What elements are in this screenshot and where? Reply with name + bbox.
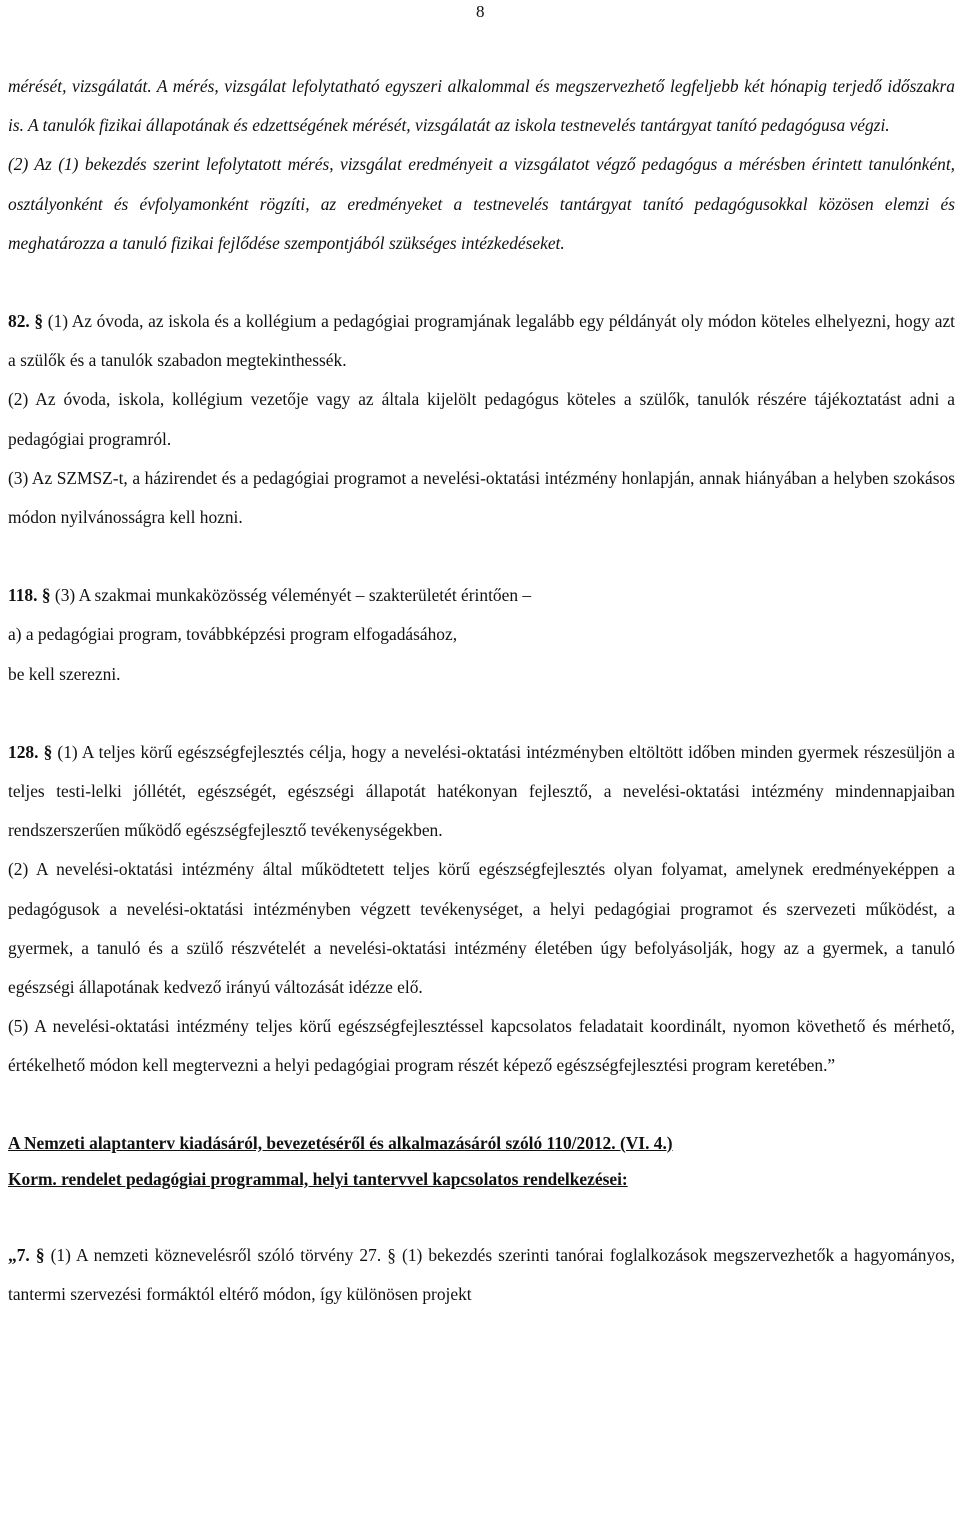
spacer [8,537,955,576]
spacer [8,1197,955,1236]
heading-line-1: A Nemzeti alaptanterv kiadásáról, bevezetéséről és alkalmazásáról szóló 110/2012. (VI. 4.) [8,1132,673,1153]
section-82-paragraph-3: (3) Az SZMSZ-t, a házirendet és a pedagógiai programot a nevelési-oktatási intézmény honlapján, annak hiányában a helyben szokásos módon nyilvánosságra kell hozni. [8,467,955,528]
paragraph-text: (1) Az óvoda, az iskola és a kollégium a pedagógiai programjának legalább egy példányát oly módon köteles elhelyezni, hogy azt a szülők és a tanulók szabadon megtekinthessék. [8,311,955,371]
section-128-paragraph-5: (5) A nevelési-oktatási intézmény teljes körű egészségfejlesztéssel kapcsolatos feladatait koordinált, nyomon követhető és mérhető, értékelhető módon kell megtervezni a helyi pedagógiai program részét képező egészségfejlesztési program keretében.” [8,1016,955,1076]
page-number: 8 [476,2,485,21]
section-118-paragraph-1 [8,576,955,615]
section-number: „7. [8,1244,30,1265]
section-82-paragraph-1 [8,302,955,380]
section-sign: § [34,311,44,332]
paragraph-text: (3) A szakmai munkaközösség véleményét – szakterületét érintően – [54,585,532,606]
section-128-paragraph-1 [8,733,955,851]
section-sign: § [41,585,51,606]
document-body [8,67,955,1314]
section-number: 118. [8,585,38,606]
spacer [8,263,955,302]
section-sign: § [43,741,53,762]
section-118-closing: be kell szerezni. [8,663,121,684]
heading-line-2: Korm. rendelet pedagógiai programmal, helyi tantervvel kapcsolatos rendelkezései: [8,1168,628,1189]
section-heading [8,1125,955,1197]
paragraph-measurement-results: (2) Az (1) bekezdés szerint lefolytatott mérés, vizsgálat eredményeit a vizsgálatot végző pedagógus a mérésben érintett tanulónként, osztályonként és évfolyamonként rögzíti, az eredményeket a testnevelés tantárgyat tanító pedagógusokkal közösen elemzi és meghatározza a tanuló fizikai fejlődése szempontjából szükséges intézkedéseket. [8,154,955,253]
section-number: 128. [8,741,39,762]
paragraph-text: (1) bekezdés szerinti tanórai foglalkozások megszervezhetők a hagyományos, tantermi szervezési formáktól eltérő módon, így különösen projekt [8,1244,955,1304]
section-118-point-a: a) a pedagógiai program, továbbképzési program elfogadásához, [8,624,458,645]
section-82-paragraph-2: (2) Az óvoda, iskola, kollégium vezetője vagy az általa kijelölt pedagógus köteles a szülők, tanulók részére tájékoztatást adni a pedagógiai programról. [8,389,955,449]
section-7-paragraph-1 [8,1236,955,1314]
section-sign: § [35,1244,45,1265]
spacer [8,694,955,733]
section-sign: § [387,1244,396,1265]
paragraph-continuation: mérését, vizsgálatát. A mérés, vizsgálat lefolytatható egyszeri alkalommal és megszervezhető legfeljebb két hónapig terjedő időszakra is. A tanulók fizikai állapotának és edzettségének mérését, vizsgálatát az iskola testnevelés tantárgyat tanító pedagógusa végzi. [8,76,955,136]
section-128-paragraph-2: (2) A nevelési-oktatási intézmény által működtetett teljes körű egészségfejlesztés olyan folyamat, amelynek eredményeképpen a pedagógusok a nevelési-oktatási intézményben végzett tevékenységet, a helyi pedagógiai programot és szervezeti működést, a gyermek, a tanuló és a szülő részvételét a nevelési-oktatási intézmény életében úgy befolyásolják, hogy az a gyermek, a tanuló egészségi állapotának kedvező irányú változását idézze elő. [8,859,955,998]
section-number: 82. [8,311,30,332]
paragraph-text: (1) A nemzeti köznevelésről szóló törvény 27. [50,1244,382,1265]
spacer [8,1086,955,1125]
paragraph-text: (1) A teljes körű egészségfejlesztés célja, hogy a nevelési-oktatási intézményben eltöltött időben minden gyermek részesüljön a teljes testi-lelki jóllétét, egészségét, egészségi állapotát hatékonyan fejlesztő, a nevelési-oktatási intézmény mindennapjaiban rendszerszerűen működő egészségfejlesztő tevékenységekben. [8,741,955,841]
